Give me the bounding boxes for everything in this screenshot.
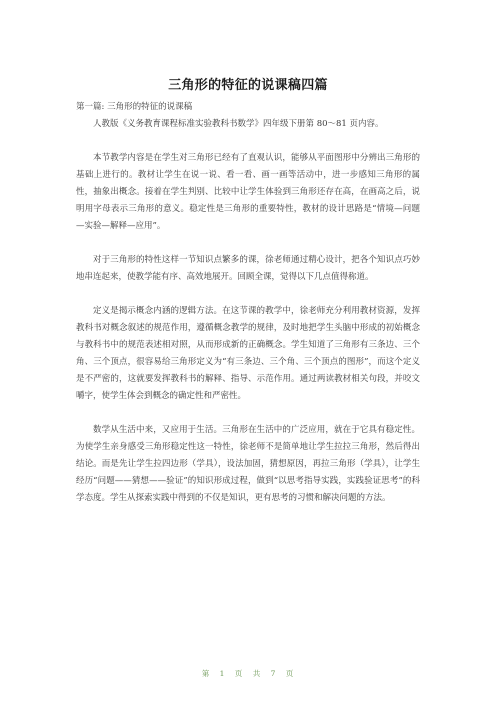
- intro-paragraph: 人教版《义务教育课程标准实验教科书数学》四年级下册第 80～81 页内容。: [93, 119, 384, 129]
- paragraph-spacer: [76, 286, 420, 303]
- body-paragraph: 对于三角形的特性这样一节知识点繁多的课，徐老师通过精心设计，把各个知识点巧妙地串连起来，使教学能有序、高效地展开。回顾全课，觉得以下几点值得称道。: [76, 255, 420, 282]
- paragraph-spacer: [76, 405, 420, 422]
- body-paragraph: 数学从生活中来，又应用于生活。三角形在生活中的广泛应用，就在于它具有稳定性。为使学生亲身感受三角形稳定性这一特性，徐老师不是简单地让学生拉拉三角形，然后得出结论。而是先让学生拉四边形（学具），设法加固，猜想原因，再拉三角形（学具），让学生经历“问题——猜想——验证”的知识形成过程，做到“以思考指导实践，实践验证思考”的科学态度。学生从探索实践中得到的不仅是知识，更有思考的习惯和解决问题的方法。: [76, 425, 420, 503]
- body-paragraph: 定义是揭示概念内涵的逻辑方法。在这节课的教学中，徐老师充分利用教材资源，发挥教科书对概念叙述的规范作用，遵循概念教学的规律，及时地把学生头脑中形成的初始概念与教科书中的规范表述相对照，从而形成新的正确概念。学生知道了三角形有三条边、三个角、三个顶点，很容易给三角形定义为“有三条边、三个角、三个顶点的图形”，而这个定义是不严密的，这就要发挥教科书的解释、指导、示范作用。通过两读教材相关句段，并咬文嚼字，使学生体会到概念的确定性和严密性。: [76, 306, 420, 401]
- page-footer: 第 1 页 共 7 页: [201, 669, 295, 678]
- document-body: [76, 99, 420, 507]
- page-title: 三角形的特征的说课稿四篇: [168, 78, 328, 93]
- paragraph-spacer: [76, 133, 420, 150]
- section-heading: 第一篇: 三角形的特征的说课稿: [76, 102, 193, 112]
- paragraph-spacer: [76, 235, 420, 252]
- body-paragraph: 本节教学内容是在学生对三角形已经有了直观认识，能够从平面图形中分辨出三角形的基础上进行的。教材让学生在说一说、看一看、画一画等活动中，进一步感知三角形的属性，抽象出概念。接着在学生判别、比较中让学生体验到三角形还存在高，在画高之后，说明用字母表示三角形的意义。稳定性是三角形的重要特性，教材的设计思路是“情境—问题—实验—解释—应用”。: [76, 153, 420, 231]
